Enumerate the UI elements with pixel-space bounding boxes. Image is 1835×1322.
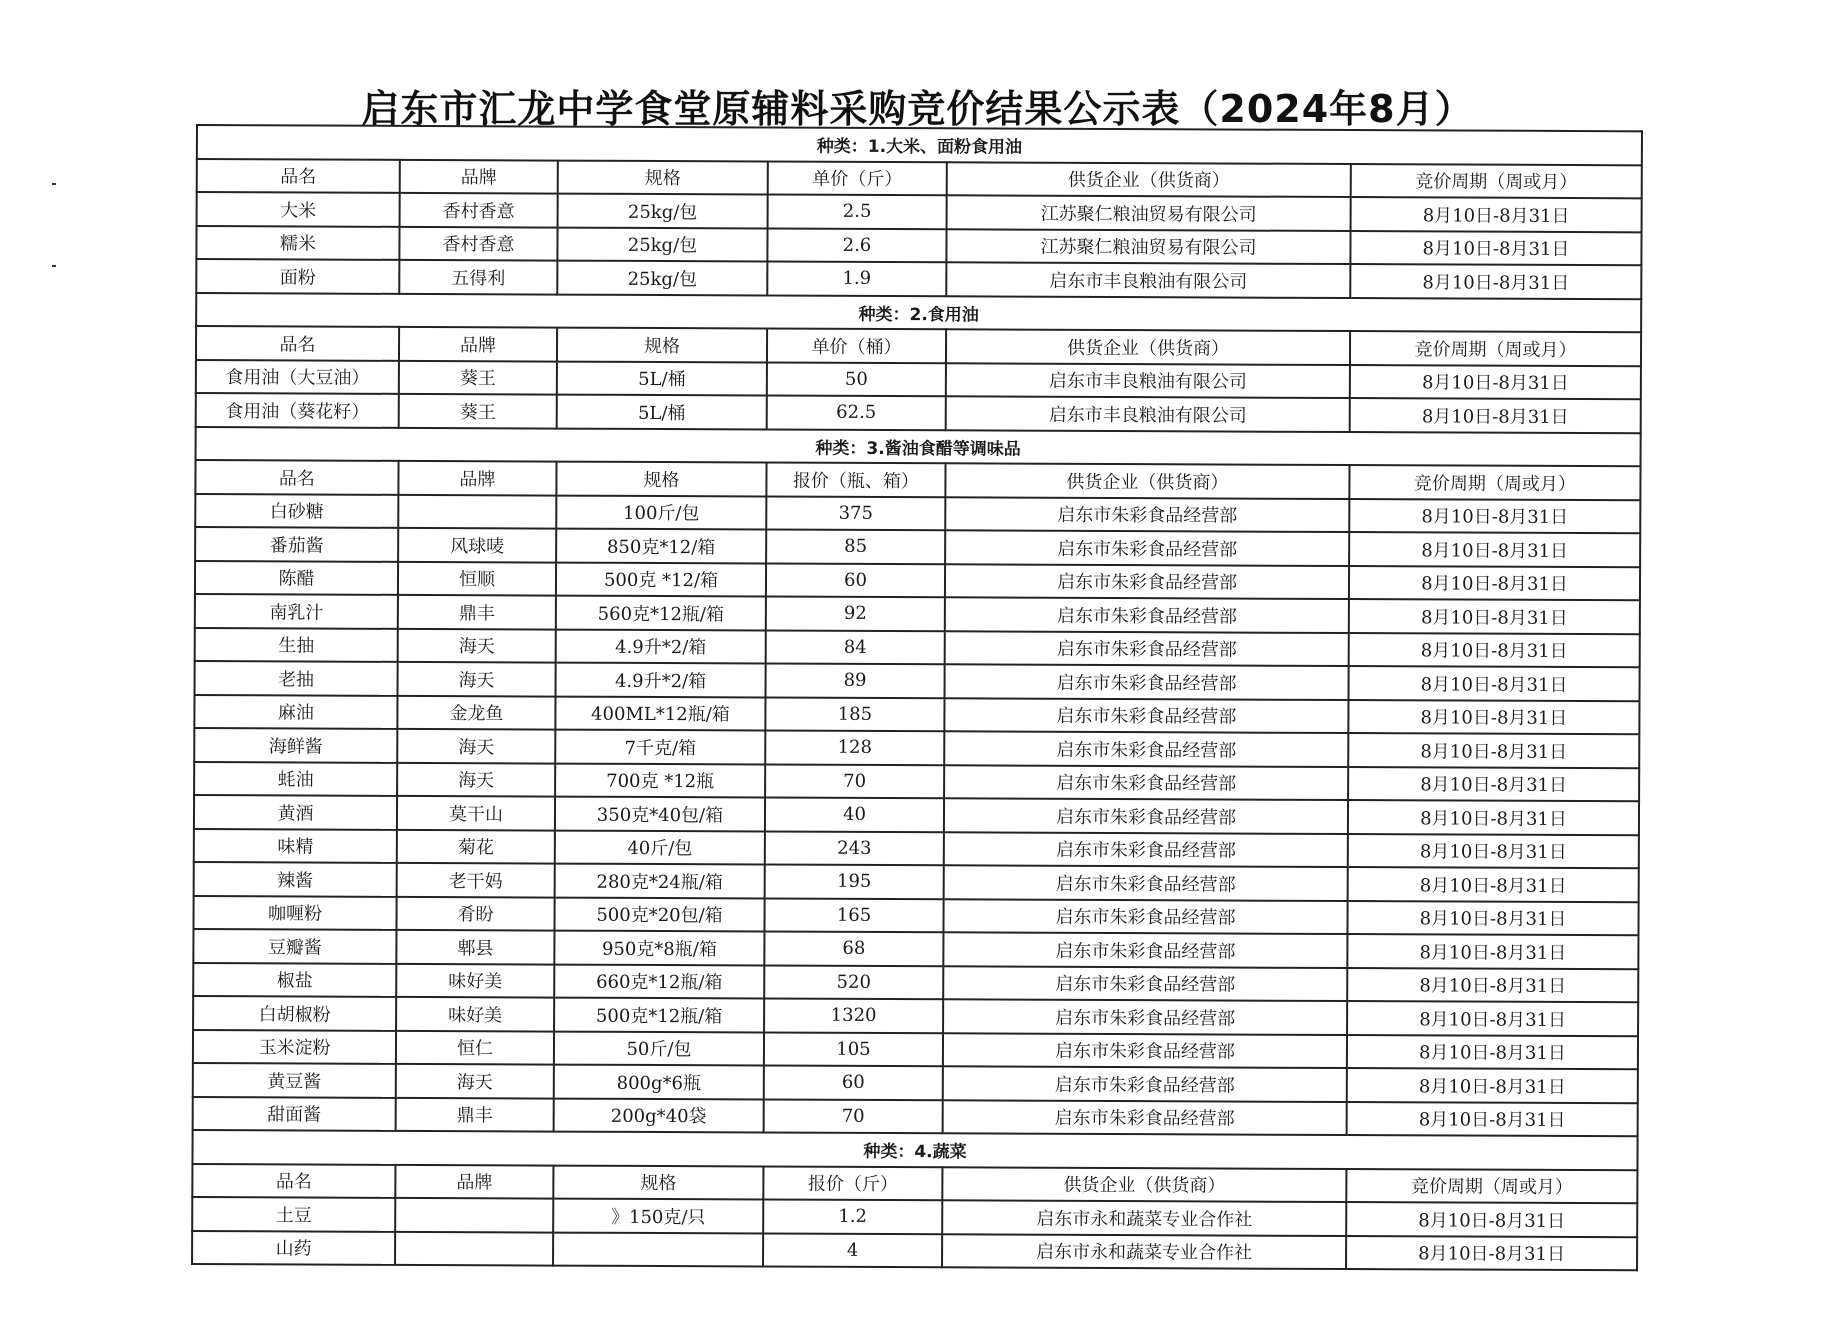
cell-price: 375 — [766, 496, 945, 530]
cell-period: 8月10日-8月31日 — [1349, 633, 1640, 668]
cell-supplier: 启东市朱彩食品经营部 — [944, 731, 1348, 766]
cell-brand: 肴盼 — [396, 896, 554, 930]
cell-period: 8月10日-8月31日 — [1348, 767, 1639, 802]
cell-supplier: 启东市朱彩食品经营部 — [943, 1066, 1347, 1101]
column-header: 供货企业（供货商） — [942, 1167, 1346, 1202]
cell-supplier: 启东市朱彩食品经营部 — [943, 966, 1347, 1001]
column-header: 规格 — [558, 160, 768, 194]
cell-brand: 香村香意 — [400, 193, 558, 227]
cell-name: 辣酱 — [194, 862, 397, 896]
cell-name: 大米 — [197, 192, 400, 226]
cell-brand: 恒仁 — [396, 1030, 554, 1064]
cell-name: 麻油 — [194, 694, 397, 728]
cell-spec: 350克*40包/箱 — [555, 797, 765, 831]
cell-supplier: 启东市朱彩食品经营部 — [945, 530, 1349, 565]
column-header: 单价（桶） — [767, 328, 946, 362]
cell-supplier: 江苏聚仁粮油贸易有限公司 — [947, 195, 1351, 230]
cell-brand: 味好美 — [396, 963, 554, 997]
column-header: 品名 — [196, 326, 399, 360]
margin-mark — [52, 183, 56, 185]
category-label: 种类：2.食用油 — [196, 293, 1641, 333]
category-label: 种类：4.蔬菜 — [192, 1130, 1637, 1170]
cell-name: 生抽 — [195, 627, 398, 661]
column-header: 品牌 — [398, 461, 556, 495]
cell-spec — [553, 1232, 763, 1266]
cell-supplier: 启东市朱彩食品经营部 — [944, 698, 1348, 733]
cell-name: 咖喱粉 — [193, 895, 396, 929]
column-header: 品名 — [197, 159, 400, 193]
cell-name: 黄酒 — [194, 795, 397, 829]
cell-spec: 500克 *12/箱 — [556, 562, 766, 596]
column-header: 品牌 — [395, 1164, 553, 1198]
cell-period: 8月10日-8月31日 — [1347, 1068, 1638, 1103]
column-header: 竞价周期（周或月） — [1351, 164, 1642, 199]
page-title: 启东市汇龙中学食堂原辅料采购竞价结果公示表（2024年8月） — [361, 87, 1474, 131]
cell-supplier: 启东市朱彩食品经营部 — [944, 832, 1348, 867]
cell-period: 8月10日-8月31日 — [1350, 231, 1641, 266]
cell-brand: 五得利 — [399, 260, 557, 294]
cell-brand: 海天 — [398, 662, 556, 696]
cell-spec: 4.9升*2/箱 — [556, 663, 766, 697]
cell-price: 92 — [766, 596, 945, 630]
cell-name: 甜面酱 — [193, 1096, 396, 1130]
cell-brand: 菊花 — [397, 829, 555, 863]
cell-name: 番茄酱 — [195, 527, 398, 561]
column-header: 报价（斤） — [763, 1166, 942, 1200]
cell-price: 50 — [767, 362, 946, 396]
cell-period: 8月10日-8月31日 — [1350, 264, 1641, 299]
cell-price: 195 — [765, 864, 944, 898]
cell-period: 8月10日-8月31日 — [1348, 700, 1639, 735]
cell-spec: 25kg/包 — [557, 261, 767, 295]
cell-period: 8月10日-8月31日 — [1348, 666, 1639, 701]
cell-price: 62.5 — [767, 395, 946, 429]
cell-spec: 700克 *12瓶 — [555, 763, 765, 797]
procurement-table — [191, 124, 1643, 1271]
cell-supplier: 启东市朱彩食品经营部 — [943, 899, 1347, 934]
cell-price: 2.6 — [767, 228, 946, 262]
column-header: 竞价周期（周或月） — [1350, 331, 1641, 366]
cell-supplier: 启东市永和蔬菜专业合作社 — [942, 1200, 1346, 1235]
column-header: 规格 — [556, 462, 766, 496]
cell-name: 面粉 — [196, 259, 399, 293]
margin-mark — [52, 265, 56, 267]
cell-name: 椒盐 — [193, 962, 396, 996]
cell-spec: 40斤/包 — [555, 830, 765, 864]
cell-spec: 100斤/包 — [556, 495, 766, 529]
cell-price: 70 — [765, 764, 944, 798]
column-header: 供货企业（供货商） — [947, 162, 1351, 197]
table-body — [192, 125, 1642, 1270]
category-label: 种类：3.酱油食醋等调味品 — [196, 427, 1641, 467]
cell-supplier: 启东市朱彩食品经营部 — [944, 765, 1348, 800]
cell-name: 白砂糖 — [195, 494, 398, 528]
cell-supplier: 启东市朱彩食品经营部 — [944, 798, 1348, 833]
cell-brand: 味好美 — [396, 997, 554, 1031]
cell-supplier: 启东市朱彩食品经营部 — [943, 1033, 1347, 1068]
cell-name: 蚝油 — [194, 761, 397, 795]
cell-period: 8月10日-8月31日 — [1348, 834, 1639, 869]
cell-spec: 200g*40袋 — [554, 1098, 764, 1132]
cell-spec: 50斤/包 — [554, 1031, 764, 1065]
cell-supplier: 启东市朱彩食品经营部 — [943, 1100, 1347, 1135]
table-row — [192, 1230, 1637, 1270]
cell-spec: 7千克/箱 — [555, 730, 765, 764]
cell-spec: 500克*20包/箱 — [554, 897, 764, 931]
cell-name: 白胡椒粉 — [193, 996, 396, 1030]
cell-supplier: 启东市朱彩食品经营部 — [945, 631, 1349, 666]
cell-period: 8月10日-8月31日 — [1349, 532, 1640, 567]
cell-brand: 风球唛 — [398, 528, 556, 562]
column-header: 竞价周期（周或月） — [1349, 465, 1640, 500]
column-header: 报价（瓶、箱） — [766, 462, 945, 496]
cell-price: 60 — [764, 1065, 943, 1099]
cell-name: 山药 — [192, 1230, 395, 1264]
cell-name: 豆瓣酱 — [193, 929, 396, 963]
cell-supplier: 启东市朱彩食品经营部 — [945, 664, 1349, 699]
cell-brand: 郫县 — [396, 930, 554, 964]
column-header: 品名 — [192, 1163, 395, 1197]
cell-brand: 金龙鱼 — [397, 695, 555, 729]
column-header: 品名 — [195, 460, 398, 494]
cell-supplier: 启东市朱彩食品经营部 — [943, 999, 1347, 1034]
cell-period: 8月10日-8月31日 — [1348, 800, 1639, 835]
cell-spec: 660克*12瓶/箱 — [554, 964, 764, 998]
cell-price: 243 — [765, 831, 944, 865]
cell-spec: 25kg/包 — [558, 194, 768, 228]
cell-brand: 海天 — [397, 762, 555, 796]
cell-spec: 800g*6瓶 — [554, 1065, 764, 1099]
cell-supplier: 启东市朱彩食品经营部 — [943, 932, 1347, 967]
cell-spec: 950克*8瓶/箱 — [554, 931, 764, 965]
cell-name: 南乳汁 — [195, 594, 398, 628]
cell-supplier: 启东市丰良粮油有限公司 — [946, 262, 1350, 297]
cell-price: 185 — [765, 697, 944, 731]
cell-price: 1.9 — [767, 261, 946, 295]
cell-spec: 560克*12瓶/箱 — [556, 596, 766, 630]
cell-spec: 400ML*12瓶/箱 — [555, 696, 765, 730]
cell-name: 食用油（大豆油） — [196, 360, 399, 394]
cell-period: 8月10日-8月31日 — [1349, 599, 1640, 634]
cell-spec: 5L/桶 — [557, 361, 767, 395]
cell-supplier: 启东市朱彩食品经营部 — [945, 497, 1349, 532]
cell-brand: 海天 — [396, 1064, 554, 1098]
cell-supplier: 启东市丰良粮油有限公司 — [946, 363, 1350, 398]
cell-supplier: 启东市朱彩食品经营部 — [944, 865, 1348, 900]
column-header: 供货企业（供货商） — [945, 463, 1349, 498]
cell-price: 128 — [765, 730, 944, 764]
cell-price: 70 — [764, 1099, 943, 1133]
cell-supplier: 启东市朱彩食品经营部 — [945, 564, 1349, 599]
column-header: 供货企业（供货商） — [946, 329, 1350, 364]
cell-brand: 葵王 — [399, 360, 557, 394]
cell-spec: 280克*24瓶/箱 — [555, 864, 765, 898]
cell-name: 老抽 — [195, 661, 398, 695]
cell-supplier: 江苏聚仁粮油贸易有限公司 — [946, 229, 1350, 264]
column-header: 品牌 — [399, 327, 557, 361]
cell-period: 8月10日-8月31日 — [1347, 1001, 1638, 1036]
cell-brand: 香村香意 — [399, 226, 557, 260]
cell-name: 味精 — [194, 828, 397, 862]
cell-brand — [395, 1231, 553, 1265]
cell-spec: 》150克/只 — [553, 1199, 763, 1233]
cell-spec: 850克*12/箱 — [556, 529, 766, 563]
cell-brand: 海天 — [398, 628, 556, 662]
cell-price: 85 — [766, 529, 945, 563]
column-header: 品牌 — [400, 159, 558, 193]
cell-brand: 老干妈 — [397, 863, 555, 897]
cell-brand: 葵王 — [399, 394, 557, 428]
procurement-table-container — [191, 124, 1641, 1271]
cell-period: 8月10日-8月31日 — [1347, 901, 1638, 936]
cell-spec: 500克*12瓶/箱 — [554, 998, 764, 1032]
cell-period: 8月10日-8月31日 — [1348, 867, 1639, 902]
column-header: 竞价周期（周或月） — [1346, 1169, 1637, 1204]
cell-price: 105 — [764, 1032, 943, 1066]
cell-name: 食用油（葵花籽） — [196, 393, 399, 427]
cell-period: 8月10日-8月31日 — [1350, 365, 1641, 400]
cell-period: 8月10日-8月31日 — [1347, 1102, 1638, 1137]
cell-period: 8月10日-8月31日 — [1348, 733, 1639, 768]
cell-period: 8月10日-8月31日 — [1347, 968, 1638, 1003]
cell-price: 84 — [766, 630, 945, 664]
cell-period: 8月10日-8月31日 — [1350, 398, 1641, 433]
cell-spec: 5L/桶 — [557, 395, 767, 429]
cell-name: 黄豆酱 — [193, 1063, 396, 1097]
cell-price: 2.5 — [768, 194, 947, 228]
cell-period: 8月10日-8月31日 — [1347, 934, 1638, 969]
column-header: 规格 — [553, 1165, 763, 1199]
cell-period: 8月10日-8月31日 — [1346, 1202, 1637, 1237]
cell-price: 89 — [766, 663, 945, 697]
cell-supplier: 启东市丰良粮油有限公司 — [946, 396, 1350, 431]
cell-spec: 25kg/包 — [557, 227, 767, 261]
cell-brand — [398, 494, 556, 528]
cell-brand: 莫干山 — [397, 796, 555, 830]
cell-brand: 鼎丰 — [398, 595, 556, 629]
cell-price: 1320 — [764, 998, 943, 1032]
cell-price: 4 — [763, 1233, 942, 1267]
cell-period: 8月10日-8月31日 — [1349, 566, 1640, 601]
cell-supplier: 启东市朱彩食品经营部 — [945, 597, 1349, 632]
cell-price: 60 — [766, 563, 945, 597]
cell-price: 520 — [764, 965, 943, 999]
cell-name: 海鲜酱 — [194, 728, 397, 762]
cell-supplier: 启东市永和蔬菜专业合作社 — [942, 1234, 1346, 1269]
cell-brand: 恒顺 — [398, 561, 556, 595]
cell-price: 68 — [764, 931, 943, 965]
cell-brand: 鼎丰 — [396, 1097, 554, 1131]
cell-price: 40 — [765, 797, 944, 831]
cell-brand: 海天 — [397, 729, 555, 763]
cell-name: 陈醋 — [195, 561, 398, 595]
cell-price: 165 — [764, 898, 943, 932]
cell-brand — [395, 1198, 553, 1232]
cell-name: 玉米淀粉 — [193, 1029, 396, 1063]
cell-period: 8月10日-8月31日 — [1349, 499, 1640, 534]
cell-period: 8月10日-8月31日 — [1347, 1035, 1638, 1070]
cell-name: 土豆 — [192, 1197, 395, 1231]
category-label: 种类：1.大米、面粉食用油 — [197, 125, 1642, 165]
cell-period: 8月10日-8月31日 — [1351, 197, 1642, 232]
cell-period: 8月10日-8月31日 — [1346, 1236, 1637, 1271]
cell-spec: 4.9升*2/箱 — [556, 629, 766, 663]
cell-name: 糯米 — [196, 226, 399, 260]
cell-price: 1.2 — [763, 1199, 942, 1233]
column-header: 单价（斤） — [768, 161, 947, 195]
column-header: 规格 — [557, 328, 767, 362]
